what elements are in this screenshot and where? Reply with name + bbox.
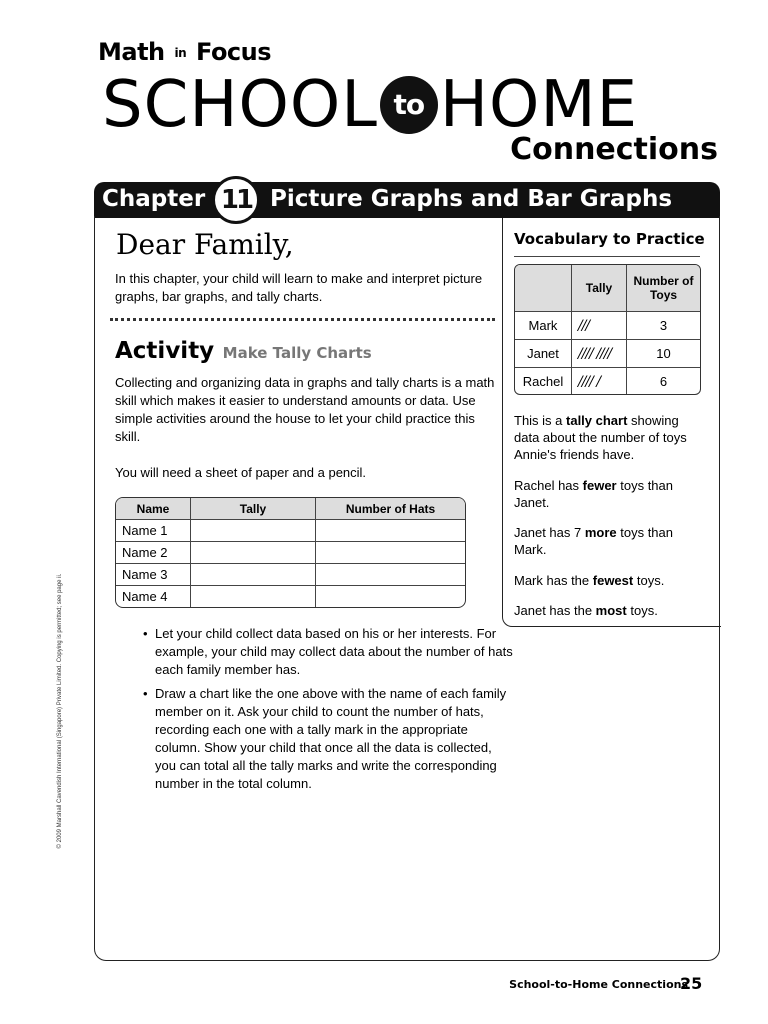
page-number: 25	[680, 974, 703, 993]
hats-header-name: Name	[116, 498, 191, 520]
activity-description: Collecting and organizing data in graphs and tally charts is a math skill which makes it easier to understand amounts or data. Use simple activities around the house to let your child practice this skill.	[115, 375, 495, 444]
hats-row-name: Name 2	[116, 542, 191, 564]
list-item: • Let your child collect data based on his or her interests. For example, your child may collect data about the number of hats each family member has.	[143, 625, 513, 679]
footer-label: School-to-Home Connections	[509, 978, 688, 991]
table-row	[116, 542, 465, 564]
toys-row-count: 3	[627, 312, 701, 340]
list-item: • Draw a chart like the one above with the name of each family member on it. Ask your child to count the number of hats, recording each one with a tally mark in the appropriate column. Show your child that once all the data is collected, you can total all the tally marks and write the corresponding number in the total column.	[143, 685, 513, 793]
note-text: Janet has the	[514, 603, 596, 618]
table-row	[116, 520, 465, 542]
hats-row-name: Name 4	[116, 586, 191, 608]
vocab-note-fewest	[514, 572, 704, 589]
vocab-term: fewest	[592, 573, 634, 588]
note-text: Mark has the	[514, 573, 593, 588]
toys-row-count: 6	[627, 368, 701, 396]
vocab-title: Vocabulary to Practice	[514, 230, 705, 248]
toys-row-name: Rachel	[515, 368, 572, 396]
instruction-list	[143, 625, 513, 799]
brand-math: Math	[98, 38, 165, 66]
hats-row-tally	[191, 586, 316, 608]
note-text: toys.	[633, 573, 665, 588]
table-row	[116, 564, 465, 586]
vocab-note-tally-chart	[514, 412, 704, 463]
hats-header-count: Number of Hats	[316, 498, 466, 520]
title-home: HOME	[439, 68, 638, 142]
hats-row-count	[316, 542, 466, 564]
toys-header-blank	[515, 265, 572, 312]
brand-focus: Focus	[196, 38, 272, 66]
greeting: Dear Family,	[116, 228, 294, 261]
toys-row-name: Janet	[515, 340, 572, 368]
hats-row-name: Name 1	[116, 520, 191, 542]
hats-row-count	[316, 564, 466, 586]
table-row	[515, 368, 700, 396]
table-row	[116, 586, 465, 608]
vocab-note-more	[514, 524, 704, 558]
chapter-title: Picture Graphs and Bar Graphs	[270, 186, 673, 212]
intro-text: In this chapter, your child will learn to make and interpret picture graphs, bar graphs, and tally charts.	[115, 271, 483, 304]
chapter-label: Chapter	[102, 186, 206, 212]
note-text: showing data about the number of toys Annie's friends have.	[514, 413, 687, 462]
title-connections: Connections	[510, 132, 718, 167]
note-text: toys.	[626, 603, 658, 618]
hats-row-tally	[191, 520, 316, 542]
chapter-number: 11	[212, 176, 260, 224]
vocab-note-most	[514, 602, 704, 619]
vocab-term: tally chart	[566, 413, 628, 428]
brand-in: in	[174, 46, 187, 60]
vocab-note-fewer	[514, 477, 704, 511]
toys-table-header	[515, 265, 700, 312]
activity-heading	[115, 338, 372, 364]
note-text: toys than Mark.	[514, 525, 673, 557]
toys-row-tally: //// ////	[572, 340, 627, 368]
hats-row-tally	[191, 542, 316, 564]
copyright-notice: © 2009 Marshall Cavendish International (Singapore) Private Limited. Copying is permitted; see page ii.	[57, 573, 63, 849]
materials-needed: You will need a sheet of paper and a pencil.	[115, 465, 367, 480]
note-text: Janet has 7	[514, 525, 585, 540]
vocab-term: most	[595, 603, 627, 618]
vocab-divider	[514, 256, 700, 257]
toys-row-tally: ///	[572, 312, 627, 340]
hats-table	[115, 497, 466, 608]
dotted-divider	[110, 318, 495, 321]
hats-row-tally	[191, 564, 316, 586]
note-text: This is a	[514, 413, 567, 428]
title-to-badge: to	[380, 76, 438, 134]
toys-header-tally: Tally	[572, 265, 627, 312]
toys-row-name: Mark	[515, 312, 572, 340]
table-row	[515, 340, 700, 368]
hats-row-name: Name 3	[116, 564, 191, 586]
toys-header-count: Number of Toys	[627, 265, 701, 312]
hats-header-tally: Tally	[191, 498, 316, 520]
toys-row-tally: //// /	[572, 368, 627, 396]
activity-label: Activity	[115, 338, 215, 364]
vocab-term: fewer	[582, 478, 617, 493]
brand-logo	[98, 38, 271, 66]
chapter-banner	[94, 182, 720, 218]
hats-row-count	[316, 586, 466, 608]
vocab-term: more	[584, 525, 617, 540]
hats-table-header	[116, 498, 465, 520]
table-row	[515, 312, 700, 340]
title-school: SCHOOL	[102, 68, 378, 142]
toys-tally-table	[514, 264, 701, 395]
hats-row-count	[316, 520, 466, 542]
toys-row-count: 10	[627, 340, 701, 368]
activity-subheading: Make Tally Charts	[222, 344, 372, 362]
program-title	[102, 70, 638, 140]
note-text: toys than Janet.	[514, 478, 673, 510]
note-text: Rachel has	[514, 478, 583, 493]
